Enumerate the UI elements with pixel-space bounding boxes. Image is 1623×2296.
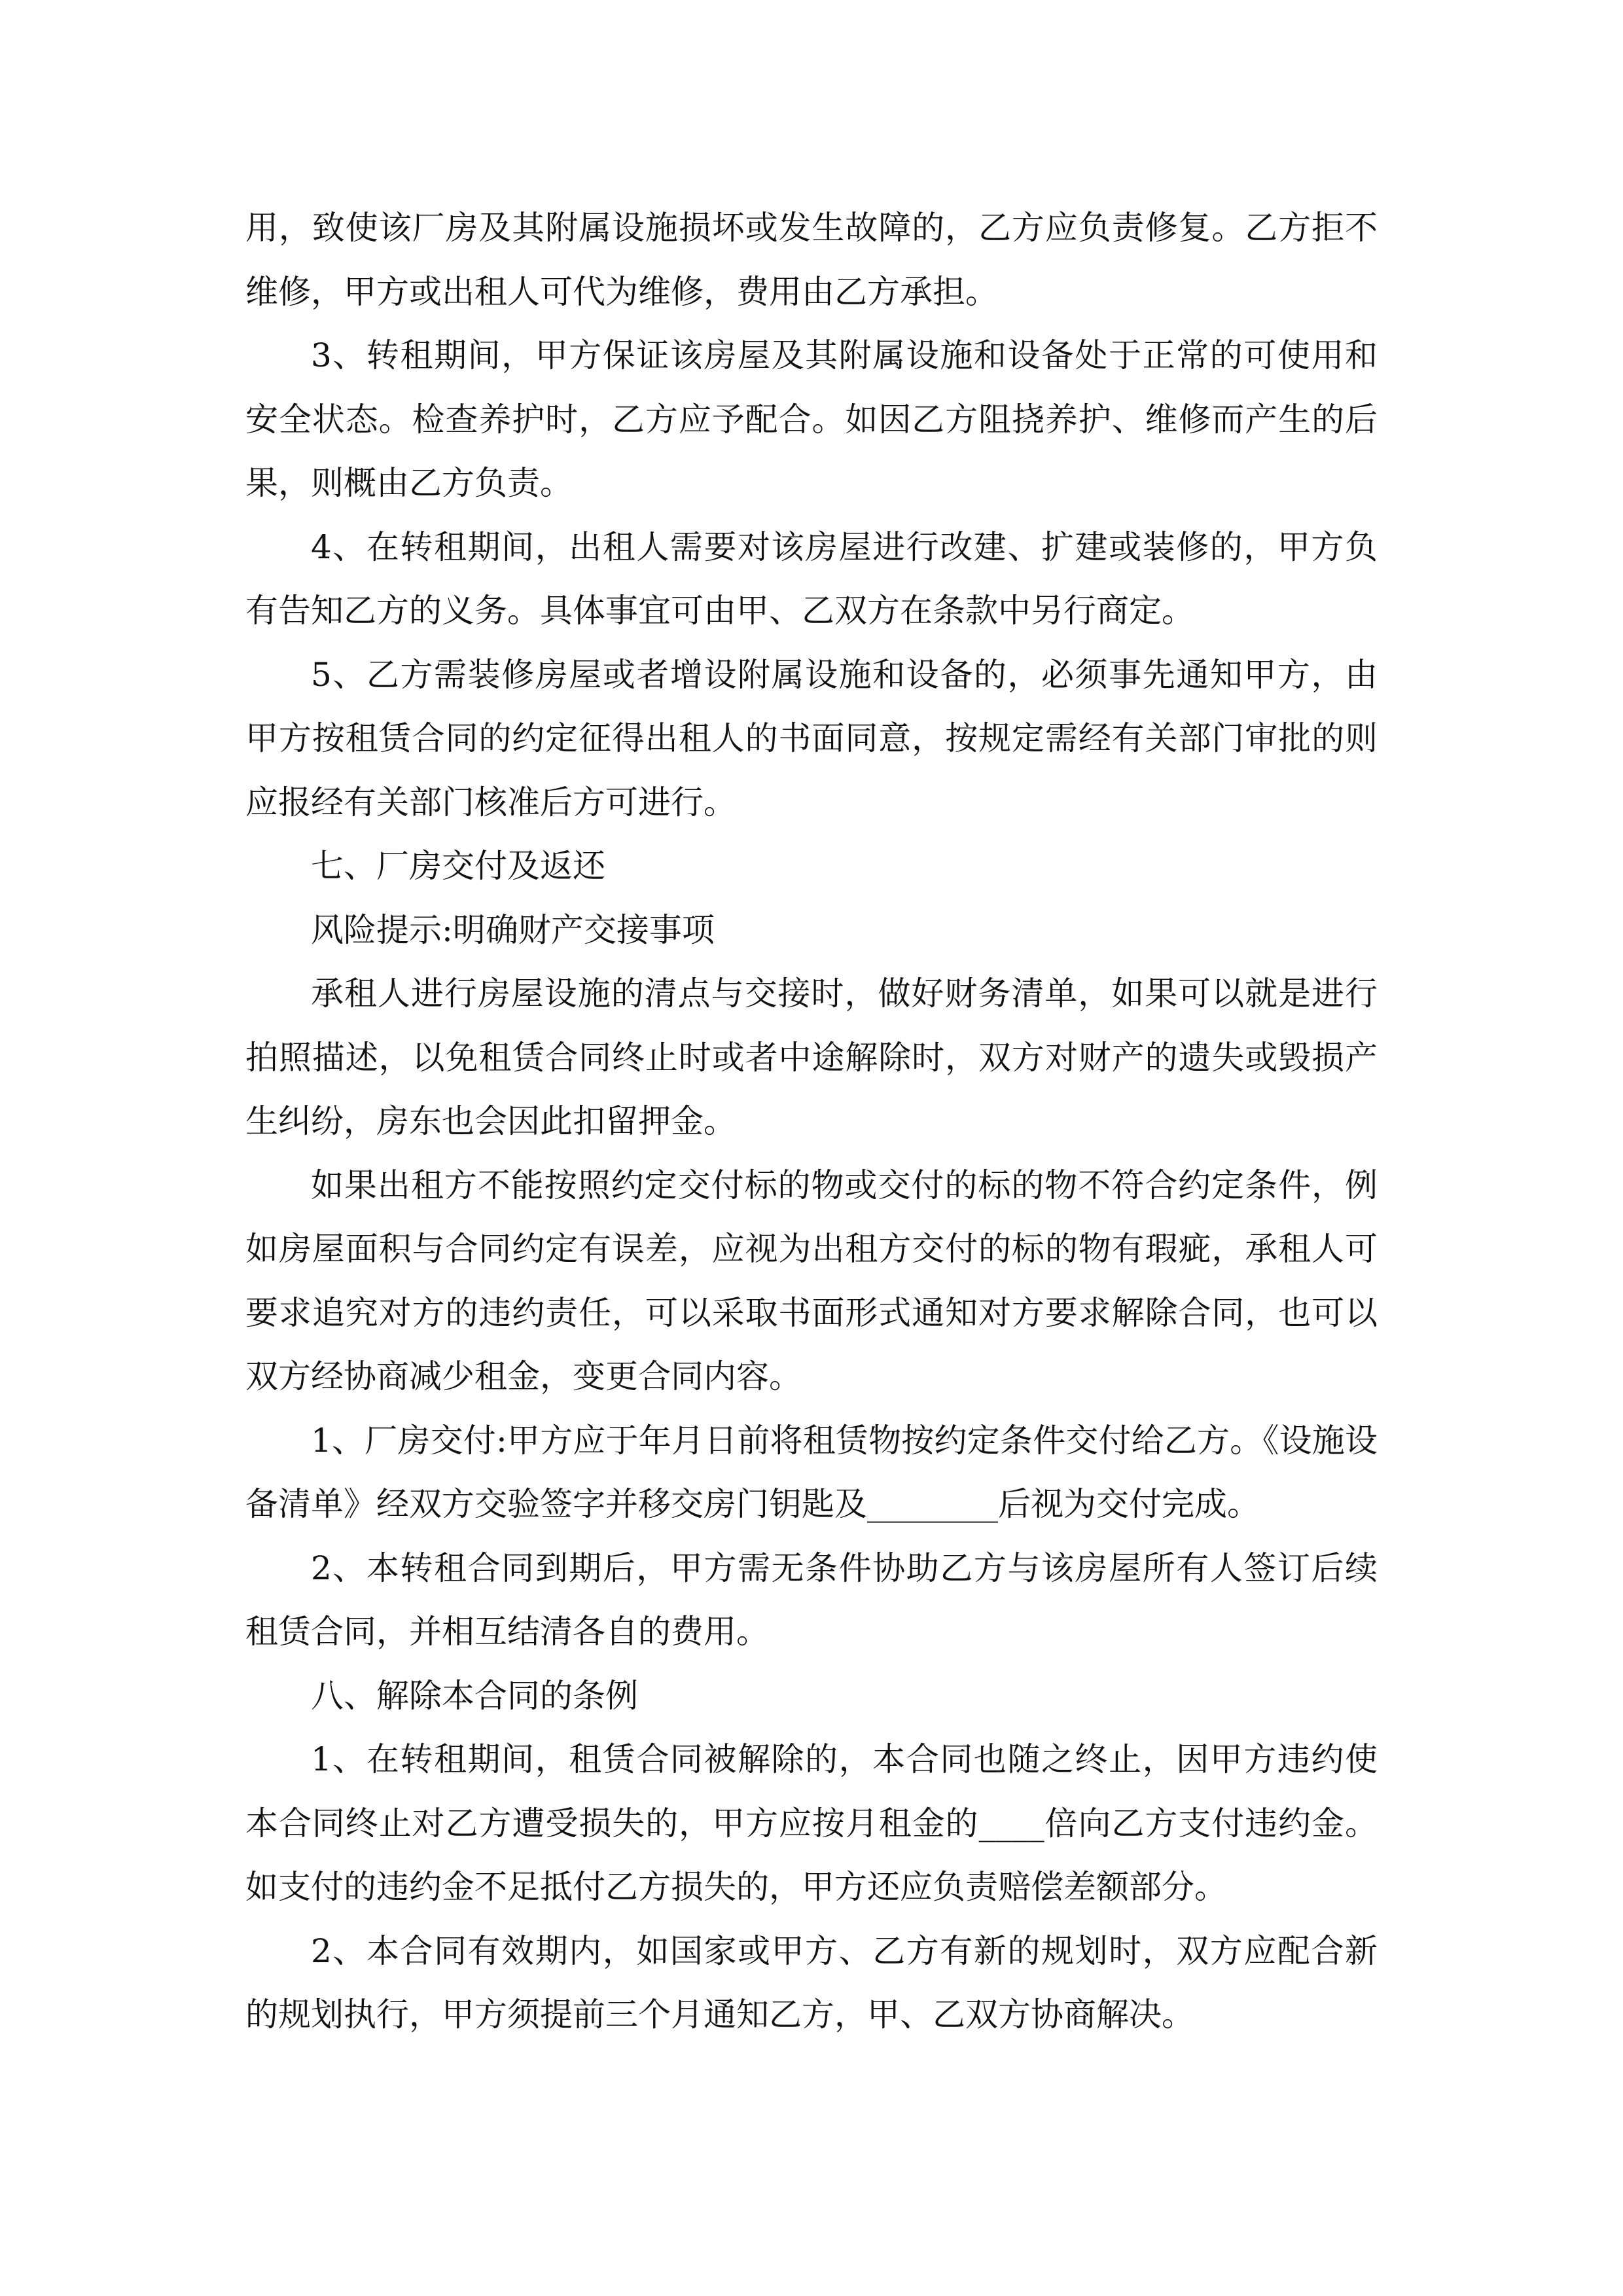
risk-tip-heading: 风险提示:明确财产交接事项	[311, 910, 715, 949]
clause-2-planning: 2、本合同有效期内，如国家或甲方、乙方有新的规划时，双方应配合新的规划执行，甲方须提前三个月通知乙方，甲、乙双方协商解决。	[245, 1931, 1378, 2034]
clause-4-renovation-notice: 4、在转租期间，出租人需要对该房屋进行改建、扩建或装修的，甲方负有告知乙方的义务。具体事宜可由甲、乙双方在条款中另行商定。	[245, 528, 1378, 630]
section-7-heading: 七、厂房交付及返还	[311, 847, 605, 885]
clause-2-renewal: 2、本转租合同到期后，甲方需无条件协助乙方与该房屋所有人签订后续租赁合同，并相互结清各自的费用。	[245, 1549, 1378, 1651]
document-page	[245, 196, 1378, 2047]
clause-3-repair-cooperation: 3、转租期间，甲方保证该房屋及其附属设施和设备处于正常的可使用和安全状态。检查养护时，乙方应予配合。如因乙方阻挠养护、维修而产生的后果，则概由乙方负责。	[245, 336, 1378, 502]
clause-1-delivery: 1、厂房交付:甲方应于年月日前将租赁物按约定条件交付给乙方。《设施设备清单》经双方交验签字并移交房门钥匙及________后视为交付完成。	[245, 1421, 1378, 1523]
risk-tip-paragraph-2: 如果出租方不能按照约定交付标的物或交付的标的物不符合约定条件，例如房屋面积与合同约定有误差，应视为出租方交付的标的物有瑕疵，承租人可要求追究对方的违约责任，可以采取书面形式通知对方要求解除合同，也可以双方经协商减少租金，变更合同内容。	[245, 1166, 1378, 1395]
paragraph-continuation: 用，致使该厂房及其附属设施损坏或发生故障的，乙方应负责修复。乙方拒不维修，甲方或出租人可代为维修，费用由乙方承担。	[245, 209, 1378, 311]
risk-tip-paragraph-1: 承租人进行房屋设施的清点与交接时，做好财务清单，如果可以就是进行拍照描述，以免租赁合同终止时或者中途解除时，双方对财产的遗失或毁损产生纠纷，房东也会因此扣留押金。	[245, 975, 1378, 1140]
section-8-heading: 八、解除本合同的条例	[311, 1676, 638, 1715]
clause-5-decoration-approval: 5、乙方需装修房屋或者增设附属设施和设备的，必须事先通知甲方，由甲方按租赁合同的约定征得出租人的书面同意，按规定需经有关部门审批的则应报经有关部门核准后方可进行。	[245, 655, 1378, 821]
clause-1-termination: 1、在转租期间，租赁合同被解除的，本合同也随之终止，因甲方违约使本合同终止对乙方遭受损失的，甲方应按月租金的____倍向乙方支付违约金。如支付的违约金不足抵付乙方损失的，甲方还应负责赔偿差额部分。	[245, 1740, 1378, 1906]
